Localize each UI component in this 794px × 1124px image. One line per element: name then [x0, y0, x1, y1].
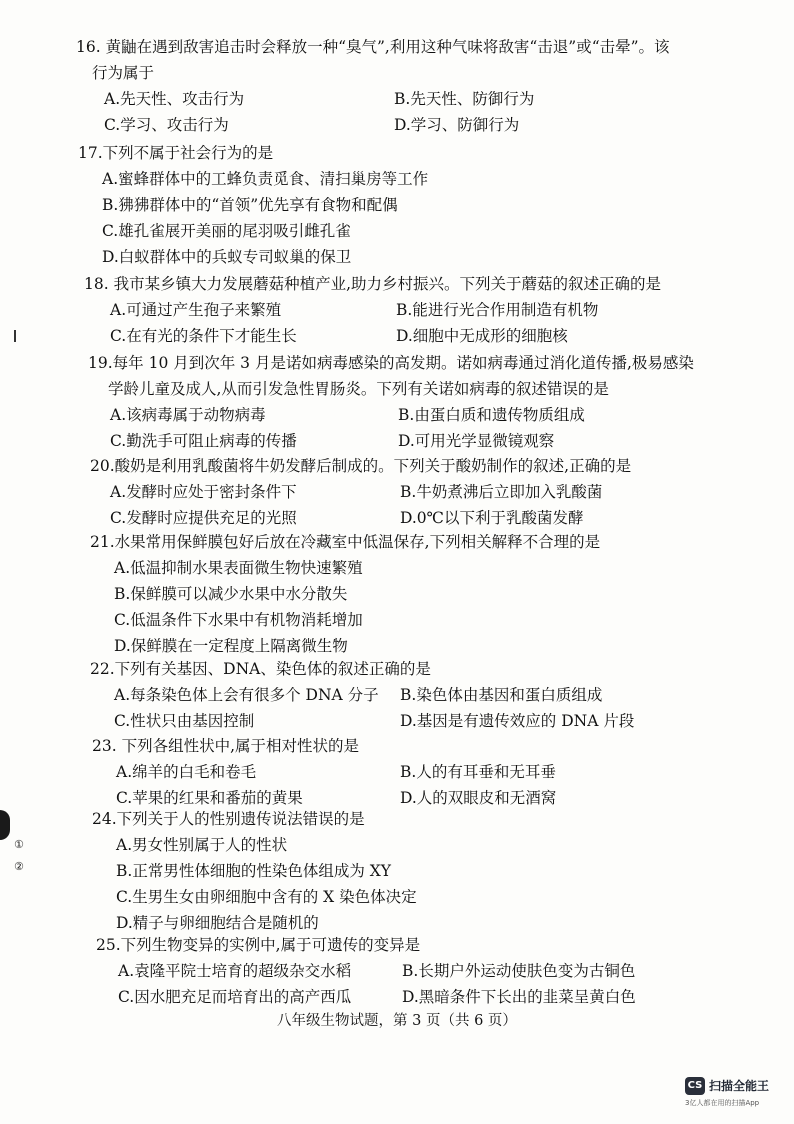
option-c: C.低温条件下水果中有机物消耗增加 [114, 611, 363, 629]
question-stem-line: 16. 黄鼬在遇到敌害追击时会释放一种“臭气”,利用这种气味将敌害“击退”或“击晕”。该 [76, 38, 670, 56]
question-stem: 18. 我市某乡镇大力发展蘑菇种植产业,助力乡村振兴。下列关于蘑菇的叙述正确的是 [84, 275, 662, 293]
option-a: A.先天性、攻击行为 [104, 90, 245, 108]
option-c: C.发酵时应提供充足的光照 [110, 509, 297, 527]
option-row [84, 323, 661, 349]
option-row [88, 402, 694, 428]
question-stem-line: 学龄儿童及成人,从而引发急性胃肠炎。下列有关诺如病毒的叙述错误的是 [108, 380, 609, 398]
question-stem: 25.下列生物变异的实例中,属于可遗传的变异是 [96, 936, 421, 954]
option-b: B.能进行光合作用制造有机物 [396, 301, 599, 319]
option-a: A.发酵时应处于密封条件下 [110, 483, 297, 501]
option-c: C.在有光的条件下才能生长 [110, 327, 297, 345]
option-b: B.先天性、防御行为 [394, 90, 535, 108]
question-20 [90, 453, 631, 531]
question-18 [84, 271, 661, 349]
option-d: D.白蚁群体中的兵蚁专司蚁巢的保卫 [102, 248, 352, 266]
question-23 [92, 733, 557, 811]
option-row [84, 297, 661, 323]
option-row [90, 682, 603, 708]
option-a: A.每条染色体上会有很多个 DNA 分子 [114, 686, 379, 704]
option-d: D.保鲜膜在一定程度上隔离微生物 [114, 637, 348, 655]
scanner-watermark [685, 1077, 791, 1113]
watermark-tagline: 3亿人都在用的扫描App [685, 1099, 760, 1107]
option-a: A.袁隆平院士培育的超级杂交水稻 [118, 962, 352, 980]
camscanner-logo-icon: CS [685, 1077, 705, 1095]
option-row [92, 759, 556, 785]
question-24 [92, 806, 417, 936]
option-b: B.由蛋白质和遗传物质组成 [398, 406, 585, 424]
option-b: B.正常男性体细胞的性染色体组成为 XY [116, 862, 392, 880]
option-row [88, 428, 694, 454]
option-d: D.黑暗条件下长出的韭菜呈黄白色 [402, 988, 636, 1006]
question-stem: 24.下列关于人的性别遗传说法错误的是 [92, 810, 365, 828]
option-d: D.细胞中无成形的细胞核 [396, 327, 568, 345]
option-b: B.狒狒群体中的“首领”优先享有食物和配偶 [102, 196, 398, 214]
option-d: D.人的双眼皮和无酒窝 [400, 789, 557, 807]
page-footer: 八年级生物试题，第 3 页（共 6 页） [277, 1013, 517, 1029]
option-b: B.保鲜膜可以减少水果中水分散失 [114, 585, 348, 603]
option-a: A.绵羊的白毛和卷毛 [116, 763, 257, 781]
option-row [90, 505, 631, 531]
option-b: B.牛奶煮沸后立即加入乳酸菌 [400, 483, 603, 501]
question-stem: 23. 下列各组性状中,属于相对性状的是 [92, 737, 360, 755]
option-d: D.精子与卵细胞结合是随机的 [116, 914, 319, 932]
option-b: B.染色体由基因和蛋白质组成 [400, 686, 603, 704]
option-a: A.可通过产生孢子来繁殖 [110, 301, 282, 319]
option-a: A.男女性别属于人的性状 [116, 836, 288, 854]
question-25 [96, 932, 636, 1010]
option-d: D.可用光学显微镜观察 [398, 432, 555, 450]
option-c: C.勤洗手可阻止病毒的传播 [110, 432, 297, 450]
question-17 [78, 140, 428, 270]
question-stem-line: 19.每年 10 月到次年 3 月是诺如病毒感染的高发期。诺如病毒通过消化道传播,极易感染 [88, 354, 694, 372]
option-d: D.0℃以下利于乳酸菌发酵 [400, 509, 584, 527]
option-d: D.基因是有遗传效应的 DNA 片段 [400, 712, 635, 730]
question-21 [90, 529, 600, 659]
margin-tick-mark [14, 330, 16, 342]
option-c: C.雄孔雀展开美丽的尾羽吸引雌孔雀 [102, 222, 351, 240]
question-stem: 17.下列不属于社会行为的是 [78, 144, 274, 162]
option-a: A.低温抑制水果表面微生物快速繁殖 [114, 559, 363, 577]
option-b: B.人的有耳垂和无耳垂 [400, 763, 556, 781]
question-16 [76, 34, 670, 138]
option-c: C.苹果的红果和番茄的黄果 [116, 789, 303, 807]
binding-hole-mark [0, 810, 10, 840]
option-a: A.该病毒属于动物病毒 [110, 406, 266, 424]
option-row [76, 86, 670, 112]
option-a: A.蜜蜂群体中的工蜂负责觅食、清扫巢房等工作 [102, 170, 429, 188]
question-stem: 20.酸奶是利用乳酸菌将牛奶发酵后制成的。下列关于酸奶制作的叙述,正确的是 [90, 457, 632, 475]
question-19 [88, 350, 694, 454]
watermark-name: 扫描全能王 [709, 1079, 770, 1093]
option-row [96, 984, 636, 1010]
margin-mark-1: ① [14, 838, 24, 851]
option-c: C.学习、攻击行为 [104, 116, 229, 134]
question-stem: 22.下列有关基因、DNA、染色体的叙述正确的是 [90, 660, 431, 678]
option-c: C.因水肥充足而培育出的高产西瓜 [118, 988, 352, 1006]
question-stem: 21.水果常用保鲜膜包好后放在冷藏室中低温保存,下列相关解释不合理的是 [90, 533, 601, 551]
option-row [76, 112, 670, 138]
option-row [96, 958, 636, 984]
margin-mark-2: ② [14, 860, 24, 873]
option-c: C.生男生女由卵细胞中含有的 X 染色体决定 [116, 888, 417, 906]
option-c: C.性状只由基因控制 [114, 712, 255, 730]
option-b: B.长期户外运动使肤色变为古铜色 [402, 962, 636, 980]
question-22 [90, 656, 635, 734]
option-d: D.学习、防御行为 [394, 116, 520, 134]
option-row [90, 479, 631, 505]
option-row [90, 708, 635, 734]
question-stem-line: 行为属于 [92, 64, 155, 82]
